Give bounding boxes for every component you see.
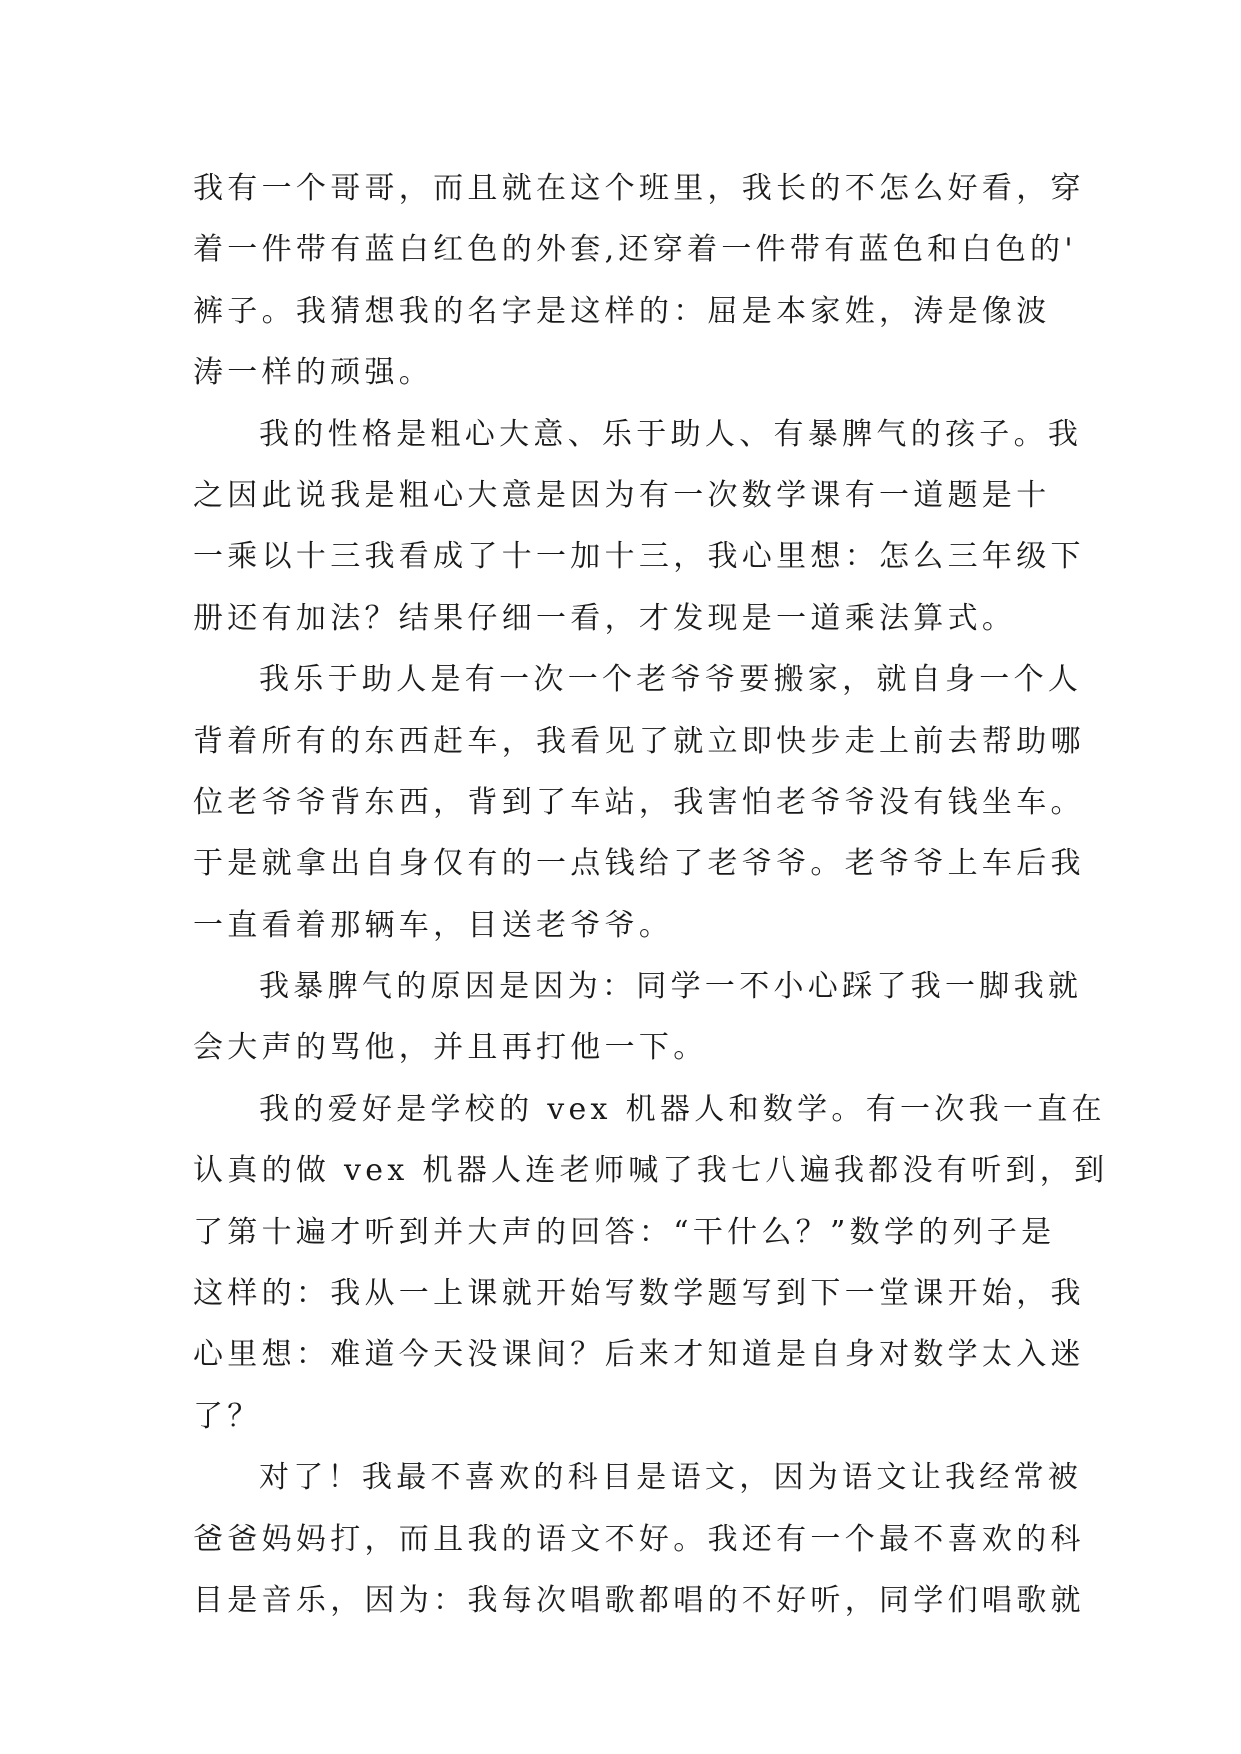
text-line: 我有一个哥哥，而且就在这个班里，我长的不怎么好看，穿 [193,171,1085,206]
paragraph-3 [193,649,1085,956]
text-line: 一乘以十三我看成了十一加十三，我心里想：怎么三年级下 [193,539,1085,575]
text-line: 涛一样的顽强。 [193,355,434,391]
text-line: 我暴脾气的原因是因为：同学一不小心踩了我一脚我就 [259,969,1083,1005]
text-line: 认真的做 vex 机器人连老师喊了我七八遍我都没有听到，到 [193,1153,1109,1189]
text-line: 爸爸妈妈打，而且我的语文不好。我还有一个最不喜欢的科 [193,1521,1085,1557]
text-line: 了？ [193,1398,262,1434]
text-line: 心里想：难道今天没课间？后来才知道是自身对数学太入迷 [193,1337,1085,1373]
text-line: 这样的：我从一上课就开始写数学题写到下一堂课开始，我 [193,1276,1085,1312]
paragraph-2 [193,404,1085,650]
text-line: 之因此说我是粗心大意是因为有一次数学课有一道题是十 [193,477,1051,513]
text-line: 裤子。我猜想我的名字是这样的：屈是本家姓，涛是像波 [193,293,1051,329]
text-line: 目是音乐，因为：我每次唱歌都唱的不好听，同学们唱歌就 [193,1582,1085,1618]
text-line: 背着所有的东西赶车，我看见了就立即快步走上前去帮助哪 [193,723,1085,759]
text-line: 我的爱好是学校的 vex 机器人和数学。有一次我一直在 [259,1091,1106,1127]
text-line: 了第十遍才听到并大声的回答：“干什么？”数学的列子是 [193,1214,1056,1250]
text-line: 于是就拿出自身仅有的一点钱给了老爷爷。老爷爷上车后我 [193,846,1085,882]
text-line: 我的性格是粗心大意、乐于助人、有暴脾气的孩子。我 [259,416,1083,452]
document-body [193,158,1109,1631]
paragraph-1 [193,158,1085,404]
paragraph-6 [193,1447,1085,1631]
text-line: 着一件带有蓝白红色的外套,还穿着一件带有蓝色和白色的' [193,232,1077,268]
text-line: 会大声的骂他，并且再打他一下。 [193,1030,708,1066]
paragraph-5 [193,1079,1109,1447]
text-line: 对了！我最不喜欢的科目是语文，因为语文让我经常被 [259,1460,1083,1496]
text-line: 一直看着那辆车，目送老爷爷。 [193,907,674,943]
text-line: 册还有加法？结果仔细一看，才发现是一道乘法算式。 [193,600,1017,636]
text-line: 位老爷爷背东西，背到了车站，我害怕老爷爷没有钱坐车。 [193,784,1085,820]
paragraph-4 [193,956,1083,1079]
text-line: 我乐于助人是有一次一个老爷爷要搬家，就自身一个人 [259,662,1083,698]
